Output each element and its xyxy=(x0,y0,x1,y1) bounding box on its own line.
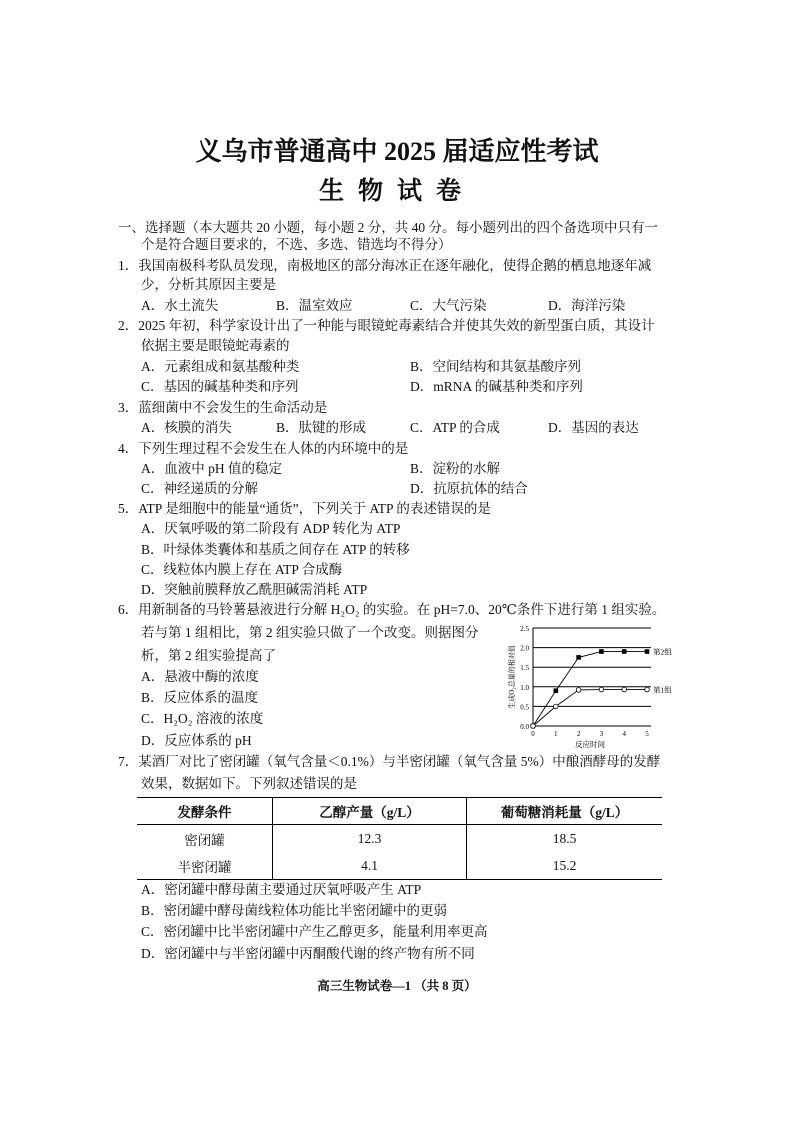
x-tick-label: 0 xyxy=(531,730,535,738)
section-heading: 一、选择题（本大题共 20 小题，每小题 2 分，共 40 分。每小题列出的四个备选项中只有一 xyxy=(118,220,658,235)
q2-stem-cont: 依据主要是眼镜蛇毒素的 xyxy=(141,338,290,353)
q6-stem-cont: 若与第 1 组相比，第 2 组实验只做了一个改变。则据图分 xyxy=(141,625,479,640)
table-header: 乙醇产量（g/L） xyxy=(273,798,467,825)
q6-option-d: D．反应体系的 pH xyxy=(141,733,252,748)
q6-stem: 6．用新制备的马铃薯悬液进行分解 H₂O₂ 的实验。在 pH=7.0、20℃条件下进行第 1 组实验。 xyxy=(118,602,666,617)
series-line xyxy=(533,652,647,726)
q3-option-a: A．核膜的消失 xyxy=(141,420,232,435)
y-axis-label: 生成O₂总量的相对值 xyxy=(508,645,516,709)
o2-chart xyxy=(500,620,690,755)
page-footer: 高三生物试卷—1 （共 8 页） xyxy=(317,979,477,993)
q3-option-d: D．基因的表达 xyxy=(548,420,639,435)
q1-option-a: A．水土流失 xyxy=(141,298,219,313)
data-point xyxy=(576,688,581,693)
q5-option-b: B．叶绿体类囊体和基质之间存在 ATP 的转移 xyxy=(141,542,410,557)
table-cell: 4.1 xyxy=(273,853,467,880)
q2-option-c: C．基因的碱基种类和序列 xyxy=(141,379,299,394)
q7-option-b: B．密闭罐中酵母菌线粒体功能比半密闭罐中的更弱 xyxy=(141,903,448,918)
y-tick-label: 1.5 xyxy=(520,664,529,673)
y-tick-label: 2.5 xyxy=(520,625,529,633)
table-cell: 15.2 xyxy=(467,853,663,880)
q3-option-b: B．肽键的形成 xyxy=(276,420,367,435)
q3-stem: 3．蓝细菌中不会发生的生命活动是 xyxy=(118,400,328,415)
q2-option-b: B．空间结构和其氨基酸序列 xyxy=(410,359,582,374)
q5-option-a: A．厌氧呼吸的第二阶段有 ADP 转化为 ATP xyxy=(141,521,401,536)
y-tick-label: 0.5 xyxy=(520,703,529,712)
data-point xyxy=(576,655,581,660)
table-cell: 18.5 xyxy=(467,825,663,853)
table-header: 发酵条件 xyxy=(137,798,273,825)
x-tick-label: 2 xyxy=(576,730,581,738)
table-header-row xyxy=(137,798,662,825)
data-point xyxy=(645,687,650,692)
data-point xyxy=(645,649,650,654)
q5-stem: 5．ATP 是细胞中的能量“通货”，下列关于 ATP 的表述错误的是 xyxy=(118,501,491,516)
series-line xyxy=(533,690,647,726)
series-label: 第1组 xyxy=(653,685,672,695)
x-tick-label: 1 xyxy=(554,730,558,738)
y-tick-label: 0.0 xyxy=(520,723,529,731)
table-cell: 12.3 xyxy=(273,825,467,853)
series-label: 第2组 xyxy=(653,647,672,657)
q7-option-d: D．密闭罐中与半密闭罐中丙酮酸代谢的终产物有所不同 xyxy=(141,946,475,961)
q1-stem-cont: 少，分析其原因主要是 xyxy=(141,277,276,292)
table-cell: 密闭罐 xyxy=(184,832,225,848)
q7-option-a: A．密闭罐中酵母菌主要通过厌氧呼吸产生 ATP xyxy=(141,882,422,897)
q5-option-c: C．线粒体内膜上存在 ATP 合成酶 xyxy=(141,562,343,577)
data-point xyxy=(554,704,559,709)
q5-option-d: D．突触前膜释放乙酰胆碱需消耗 ATP xyxy=(141,582,368,597)
q3-option-c: C．ATP 的合成 xyxy=(410,420,500,435)
data-point xyxy=(531,724,536,729)
table-cell: 半密闭罐 xyxy=(137,853,273,880)
q4-stem: 4．下列生理过程不会发生在人体的内环境中的是 xyxy=(118,441,409,456)
q6-stem-cont2: 析，第 2 组实验提高了 xyxy=(141,648,276,663)
x-tick-label: 3 xyxy=(599,730,604,738)
y-tick-label: 1.0 xyxy=(520,683,529,692)
q4-option-d: D．抗原抗体的结合 xyxy=(410,481,528,496)
q7-stem: 7．某酒厂对比了密闭罐（氧气含量＜0.1%）与半密闭罐（氧气含量 5%）中酿酒酵母的发酵 xyxy=(118,754,661,769)
y-tick-label: 2.0 xyxy=(520,644,529,653)
exam-subtitle: 生物试卷 xyxy=(318,178,475,205)
q2-option-d: D．mRNA 的碱基种类和序列 xyxy=(410,379,583,394)
q1-option-d: D．海洋污染 xyxy=(548,298,626,313)
x-axis-label: 反应时间 xyxy=(575,740,605,749)
q4-option-c: C．神经递质的分解 xyxy=(141,481,259,496)
q7-stem-cont: 效果，数据如下。下列叙述错误的是 xyxy=(141,776,357,791)
q1-option-b: B．温室效应 xyxy=(276,298,353,313)
x-tick-label: 4 xyxy=(622,730,626,738)
q7-option-c: C．密闭罐中比半密闭罐中产生乙醇更多，能量利用率更高 xyxy=(141,924,488,939)
q6-option-a: A．悬液中酶的浓度 xyxy=(141,669,259,684)
section-heading-cont: 个是符合题目要求的，不选、多选、错选均不得分） xyxy=(141,237,452,252)
fermentation-table xyxy=(137,797,662,880)
data-point xyxy=(554,688,559,693)
q4-option-b: B．淀粉的水解 xyxy=(410,461,501,476)
table-row xyxy=(137,825,662,853)
data-point xyxy=(599,649,604,654)
q6-option-b: B．反应体系的温度 xyxy=(141,690,259,705)
table-row xyxy=(137,853,662,880)
table-header: 葡萄糖消耗量（g/L） xyxy=(467,798,663,825)
data-point xyxy=(622,687,627,692)
data-point xyxy=(599,687,604,692)
q1-stem: 1．我国南极科考队员发现，南极地区的部分海冰正在逐年融化，使得企鹅的栖息地逐年减 xyxy=(118,258,652,273)
q6-option-c: C．H₂O₂ 溶液的浓度 xyxy=(141,711,264,726)
exam-title: 义乌市普通高中 2025 届适应性考试 xyxy=(195,137,599,166)
q2-stem: 2．2025 年初，科学家设计出了一种能与眼镜蛇毒素结合并使其失效的新型蛋白质，其设计 xyxy=(118,318,655,333)
x-tick-label: 5 xyxy=(645,730,649,738)
q2-option-a: A．元素组成和氨基酸种类 xyxy=(141,359,300,374)
data-point xyxy=(622,649,627,654)
q1-option-c: C．大气污染 xyxy=(410,298,487,313)
q4-option-a: A．血液中 pH 值的稳定 xyxy=(141,461,282,476)
